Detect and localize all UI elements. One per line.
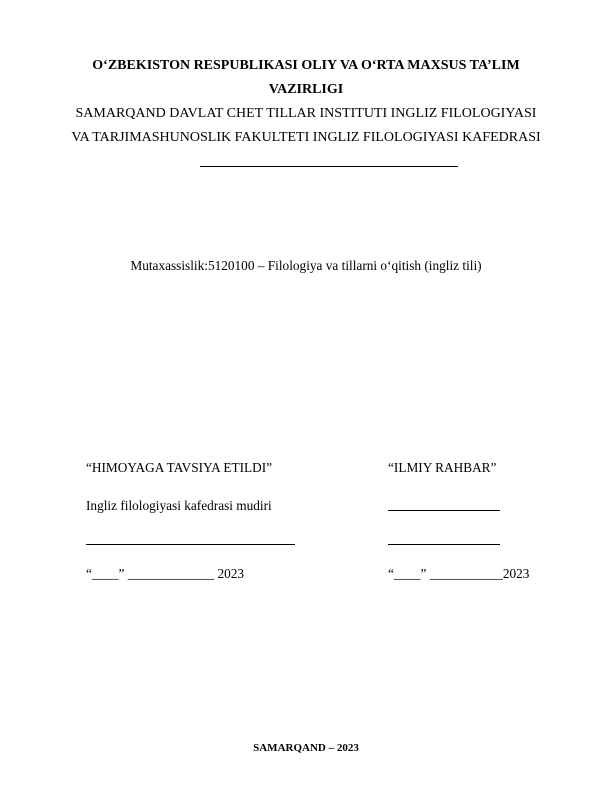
ministry-line-2: VAZIRLIGI: [268, 82, 344, 97]
recommend-title: “HIMOYAGA TAVSIYA ETILDI”: [86, 460, 273, 475]
header-divider: [200, 166, 458, 167]
institute-line-1: SAMARQAND DAVLAT CHET TILLAR INSTITUTI INGLIZ FILOLOGIYASI: [75, 106, 537, 121]
signature-line-left: [86, 544, 295, 545]
signature-line-right: [388, 544, 500, 545]
supervisor-title: “ILMIY RAHBAR”: [388, 460, 497, 475]
city-year-footer: SAMARQAND – 2023: [253, 742, 359, 754]
date-line-left: “____” _____________ 2023: [86, 566, 245, 581]
date-line-right: “____” ___________2023: [388, 566, 530, 581]
supervisor-name-line: [388, 510, 500, 511]
institution-header: [60, 54, 552, 150]
institute-line-2: VA TARJIMASHUNOSLIK FAKULTETI INGLIZ FILOLOGIYASI KAFEDRASI: [71, 130, 541, 145]
specialty-line: Mutaxassislik:5120100 – Filologiya va tillarni o‘qitish (ingliz tili): [130, 258, 482, 273]
ministry-line-1: O‘ZBEKISTON RESPUBLIKASI OLIY VA O‘RTA MAXSUS TA’LIM: [92, 58, 520, 73]
department-head-label: Ingliz filologiyasi kafedrasi mudiri: [86, 498, 272, 513]
